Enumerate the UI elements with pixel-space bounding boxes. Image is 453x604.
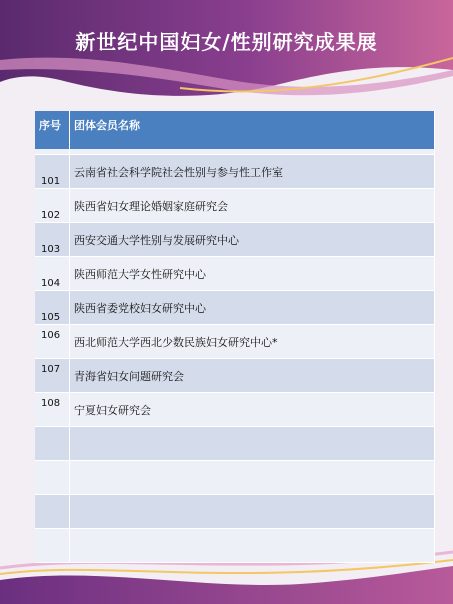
member-table xyxy=(35,111,435,563)
table-row xyxy=(35,291,435,325)
column-header-name: 团体会员名称 xyxy=(70,111,435,149)
table-row xyxy=(35,223,435,257)
table-row xyxy=(35,189,435,223)
row-name: 云南省社会科学院社会性别与参与性工作室 xyxy=(70,155,435,189)
page-title: 新世纪中国妇女/性别研究成果展 xyxy=(75,30,378,54)
table-row xyxy=(35,155,435,189)
table-header-row xyxy=(35,111,435,149)
table-row-empty xyxy=(35,427,435,461)
row-number: 101 xyxy=(35,155,70,189)
table-row xyxy=(35,359,435,393)
row-name: 西北师范大学西北少数民族妇女研究中心* xyxy=(70,325,435,359)
table-row xyxy=(35,257,435,291)
row-number: 104 xyxy=(35,257,70,291)
table-row-empty xyxy=(35,495,435,529)
table-row-empty xyxy=(35,461,435,495)
row-number: 108 xyxy=(35,393,70,427)
row-name: 陕西师范大学女性研究中心 xyxy=(70,257,435,291)
row-name: 陕西省委党校妇女研究中心 xyxy=(70,291,435,325)
row-name: 陕西省妇女理论婚姻家庭研究会 xyxy=(70,189,435,223)
row-number: 105 xyxy=(35,291,70,325)
row-number: 106 xyxy=(35,325,70,359)
row-number: 102 xyxy=(35,189,70,223)
column-header-number: 序号 xyxy=(35,111,70,149)
row-name: 西安交通大学性别与发展研究中心 xyxy=(70,223,435,257)
row-name: 青海省妇女问题研究会 xyxy=(70,359,435,393)
table-row xyxy=(35,393,435,427)
row-name: 宁夏妇女研究会 xyxy=(70,393,435,427)
table-row-empty xyxy=(35,529,435,563)
row-number: 103 xyxy=(35,223,70,257)
row-number: 107 xyxy=(35,359,70,393)
table-row xyxy=(35,325,435,359)
